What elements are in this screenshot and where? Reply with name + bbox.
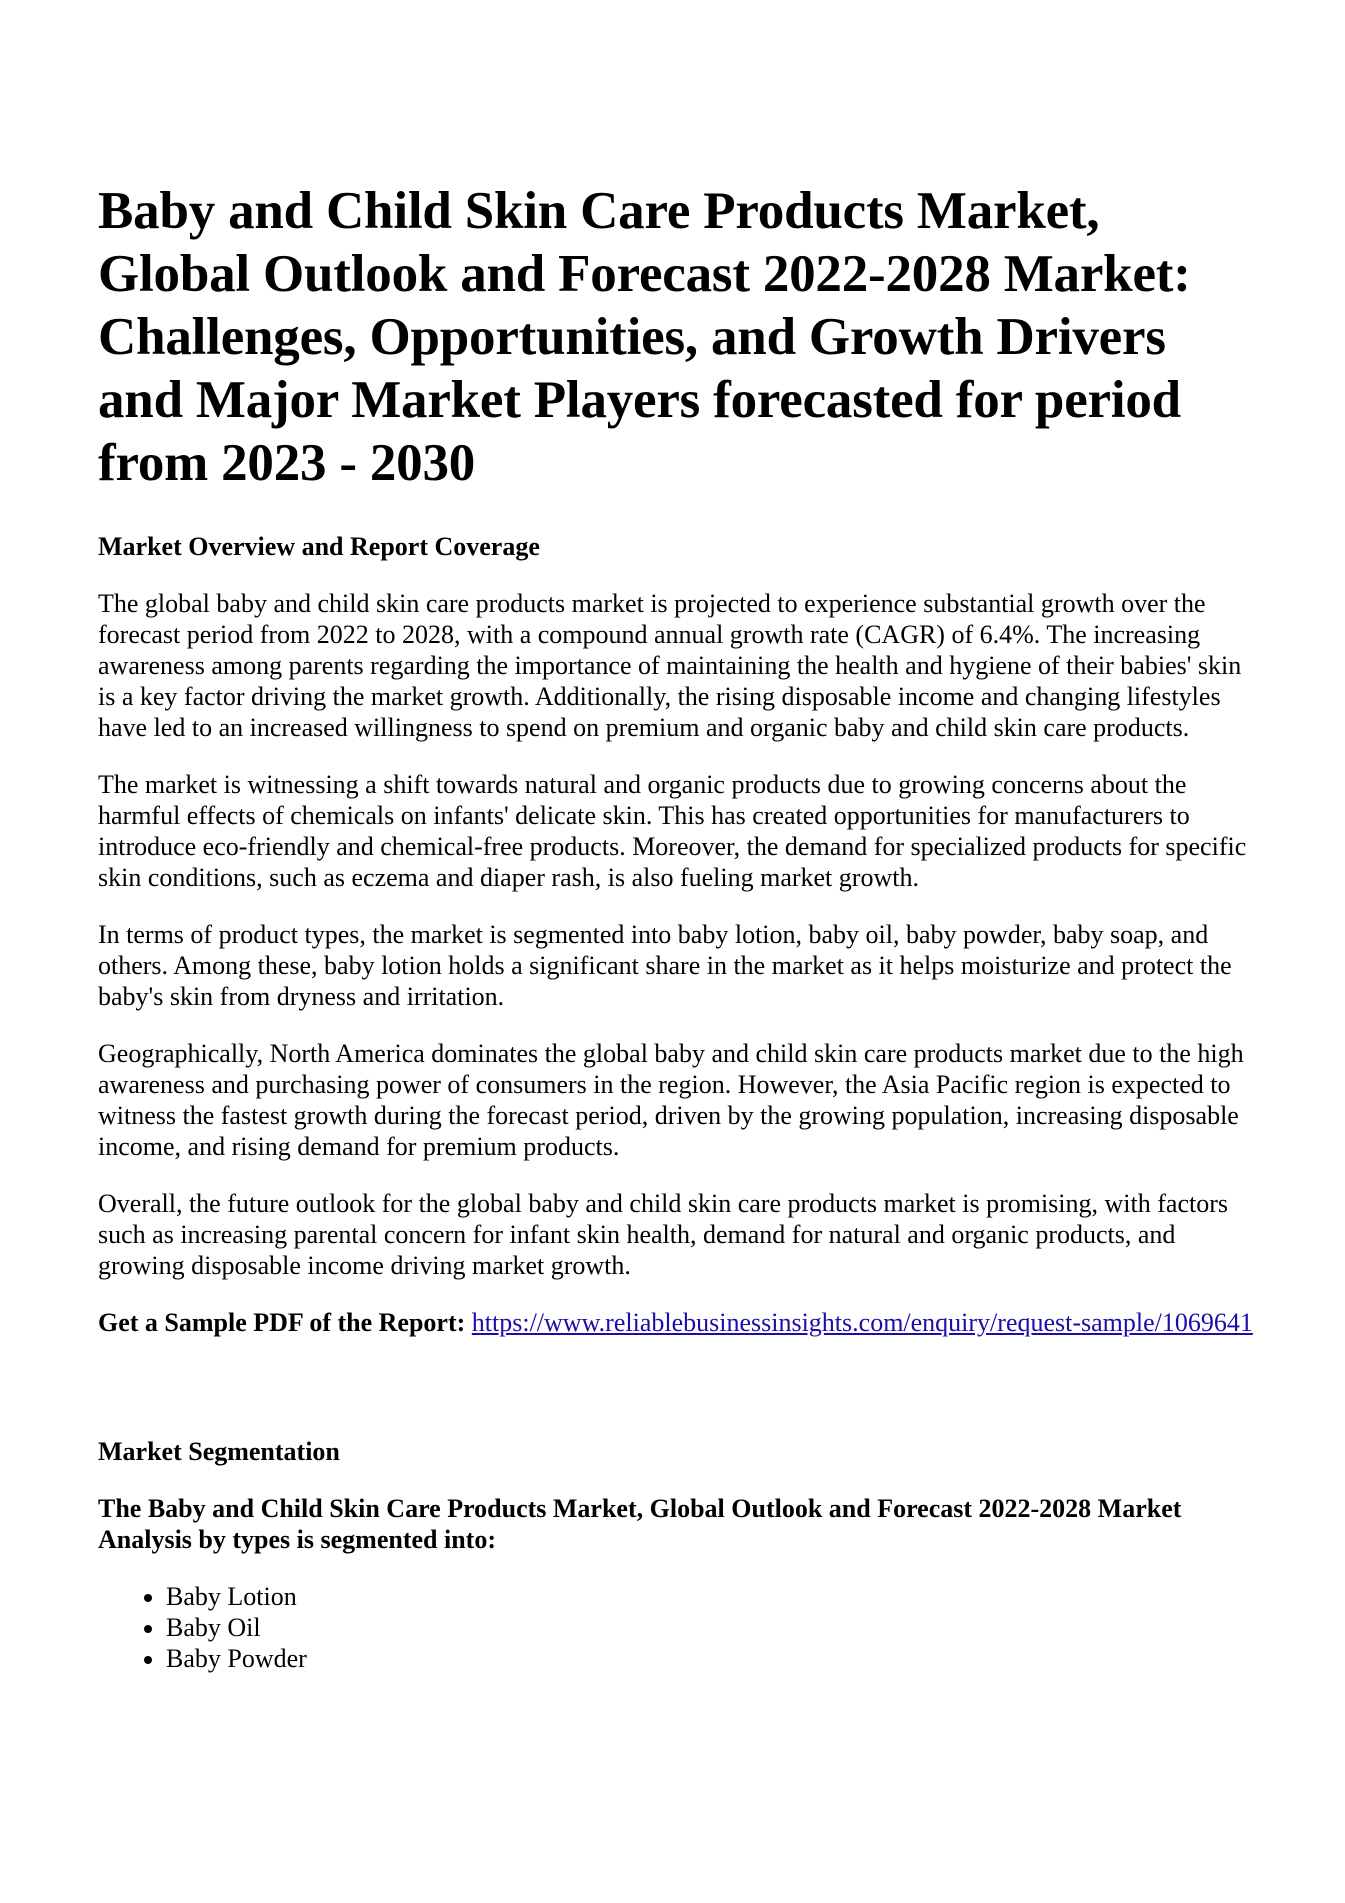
types-list xyxy=(98,1581,1263,1674)
overview-heading: Market Overview and Report Coverage xyxy=(98,532,540,561)
overview-paragraph-2: The market is witnessing a shift towards natural and organic products due to growing concerns about the harmful effects of chemicals on infants' delicate skin. This has created opportunities for manufacturers to introduce eco-friendly and chemical-free products. Moreover, the demand for specialized products for specific skin conditions, such as eczema and diaper rash, is also fueling market growth. xyxy=(98,770,1247,892)
overview-paragraph-5: Overall, the future outlook for the global baby and child skin care products market is promising, with factors such as increasing parental concern for infant skin health, demand for natural and organic products, and growing disposable income driving market growth. xyxy=(98,1189,1228,1280)
overview-paragraph-1: The global baby and child skin care products market is projected to experience substantial growth over the forecast period from 2022 to 2028, with a compound annual growth rate (CAGR) of 6.4%. The increasing awareness among parents regarding the importance of maintaining the health and hygiene of their babies' skin is a key factor driving the market growth. Additionally, the rising disposable income and changing lifestyles have led to an increased willingness to spend on premium and organic baby and child skin care products. xyxy=(98,589,1242,742)
types-heading: The Baby and Child Skin Care Products Market, Global Outlook and Forecast 2022-2028 Market Analysis by types is segmented into: xyxy=(98,1494,1182,1554)
document-page xyxy=(98,180,1263,1674)
overview-paragraph-4: Geographically, North America dominates the global baby and child skin care products market due to the high awareness and purchasing power of consumers in the region. However, the Asia Pacific region is expected to witness the fastest growth during the forecast period, driven by the growing population, increasing disposable income, and rising demand for premium products. xyxy=(98,1039,1244,1161)
sample-pdf-line xyxy=(98,1307,1263,1338)
overview-paragraph-3: In terms of product types, the market is segmented into baby lotion, baby oil, baby powder, baby soap, and others. Among these, baby lotion holds a significant share in the market as it helps moisturize and protect the baby's skin from dryness and irritation. xyxy=(98,920,1232,1011)
list-item: • Baby Oil xyxy=(166,1612,1263,1643)
sample-pdf-link[interactable]: https://www.reliablebusinessinsights.com/enquiry/request-sample/1069641 xyxy=(471,1308,1253,1337)
sample-pdf-label: Get a Sample PDF of the Report: xyxy=(98,1308,466,1337)
segmentation-heading: Market Segmentation xyxy=(98,1437,340,1466)
page-title: Baby and Child Skin Care Products Market, Global Outlook and Forecast 2022-2028 Market: Challenges, Opportunities, and Growth Drivers and Major Market Players forecasted for period from 2023 - 2030 xyxy=(98,182,1191,492)
list-item: • Baby Lotion xyxy=(166,1581,1263,1612)
list-item: • Baby Powder xyxy=(166,1643,1263,1674)
